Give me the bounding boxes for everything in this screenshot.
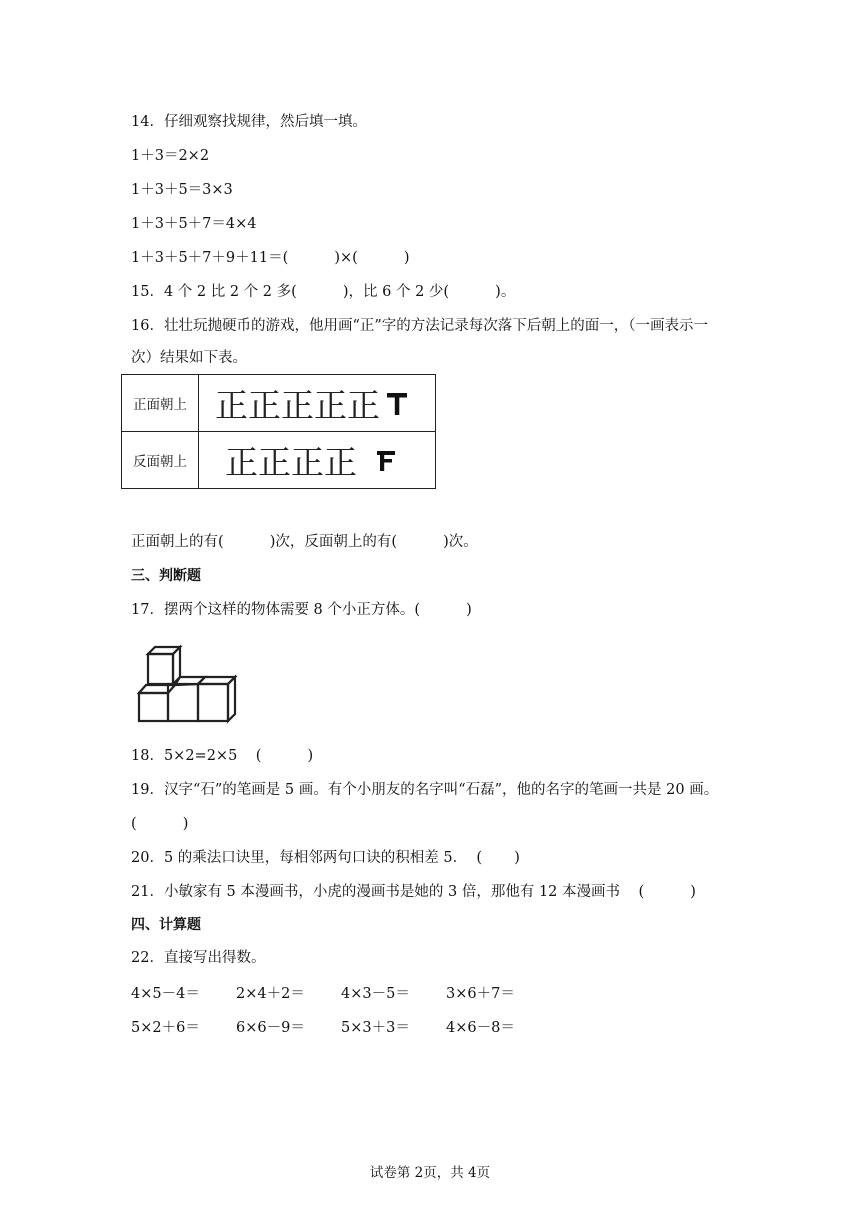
- tally-marks-heads: 正正正正正: [215, 385, 380, 425]
- tally-table: [121, 374, 436, 489]
- section-3-title: 三、判断题: [131, 568, 201, 584]
- calc-row-2: [131, 1016, 551, 1037]
- q20-text: 20．5 的乘法口诀里，每相邻两句口诀的积相差 5． ( ): [131, 850, 520, 866]
- tally-row-tails: [122, 432, 436, 489]
- section-4-title: 四、计算题: [131, 917, 201, 933]
- q16-answer: 正面朝上的有( )次，反面朝上的有( )次。: [131, 534, 478, 550]
- q14-title: 14．仔细观察找规律，然后填一填。: [131, 114, 367, 130]
- q18-text: 18．5×2=2×5 ( ): [131, 748, 314, 764]
- q14-line-1: 1＋3＝2×2: [131, 148, 210, 164]
- q14-line-3: 1＋3＋5＋7＝4×4: [131, 216, 257, 232]
- page-footer: 试卷第 2页，共 4页: [369, 1165, 491, 1181]
- q22-text: 22．直接写出得数。: [131, 950, 266, 966]
- q16-text-line2: 次）结果如下表。: [131, 350, 247, 366]
- calc-item: 4×6－8＝: [446, 1020, 515, 1036]
- q16-text-line1: 16．壮壮玩抛硬币的游戏，他用画“正”字的方法记录每次落下后朝上的面一，（一画表示一: [131, 318, 709, 334]
- tally-marks-tails: 正正正正: [225, 442, 357, 482]
- calc-item: 4×3－5＝: [341, 986, 410, 1002]
- calc-row-1: [131, 982, 551, 1003]
- q19-text-line1: 19．汉字“石”的笔画是 5 画。有个小朋友的名字叫“石磊”，他的名字的笔画一共是 20 画。: [131, 782, 719, 798]
- q15-text: 15．4 个 2 比 2 个 2 多( )，比 6 个 2 少( )。: [131, 284, 516, 300]
- q14-line-2: 1＋3＋5＝3×3: [131, 182, 233, 198]
- calc-item: 4×5－4＝: [131, 986, 200, 1002]
- q19-text-line2: ( ): [131, 816, 189, 832]
- calc-item: 6×6－9＝: [236, 1020, 305, 1036]
- q21-text: 21．小敏家有 5 本漫画书，小虎的漫画书是她的 3 倍，那他有 12 本漫画书 ( ): [131, 884, 696, 900]
- calc-item: 2×4＋2＝: [236, 986, 305, 1002]
- partial-tally-f-icon: [375, 446, 397, 474]
- calc-item: 5×2＋6＝: [131, 1020, 200, 1036]
- q14-line-4: 1＋3＋5＋7＋9＋11＝( )×( ): [131, 250, 410, 266]
- partial-tally-t-icon: [386, 389, 408, 417]
- tally-row-heads: [122, 375, 436, 432]
- tally-label-tails: 反面朝上: [122, 432, 199, 489]
- calc-item: 5×3＋3＝: [341, 1020, 410, 1036]
- q17-text: 17．摆两个这样的物体需要 8 个小正方体。( ): [131, 602, 472, 618]
- calc-item: 3×6＋7＝: [446, 986, 515, 1002]
- tally-label-heads: 正面朝上: [122, 375, 199, 432]
- cube-figure-icon: [130, 643, 240, 725]
